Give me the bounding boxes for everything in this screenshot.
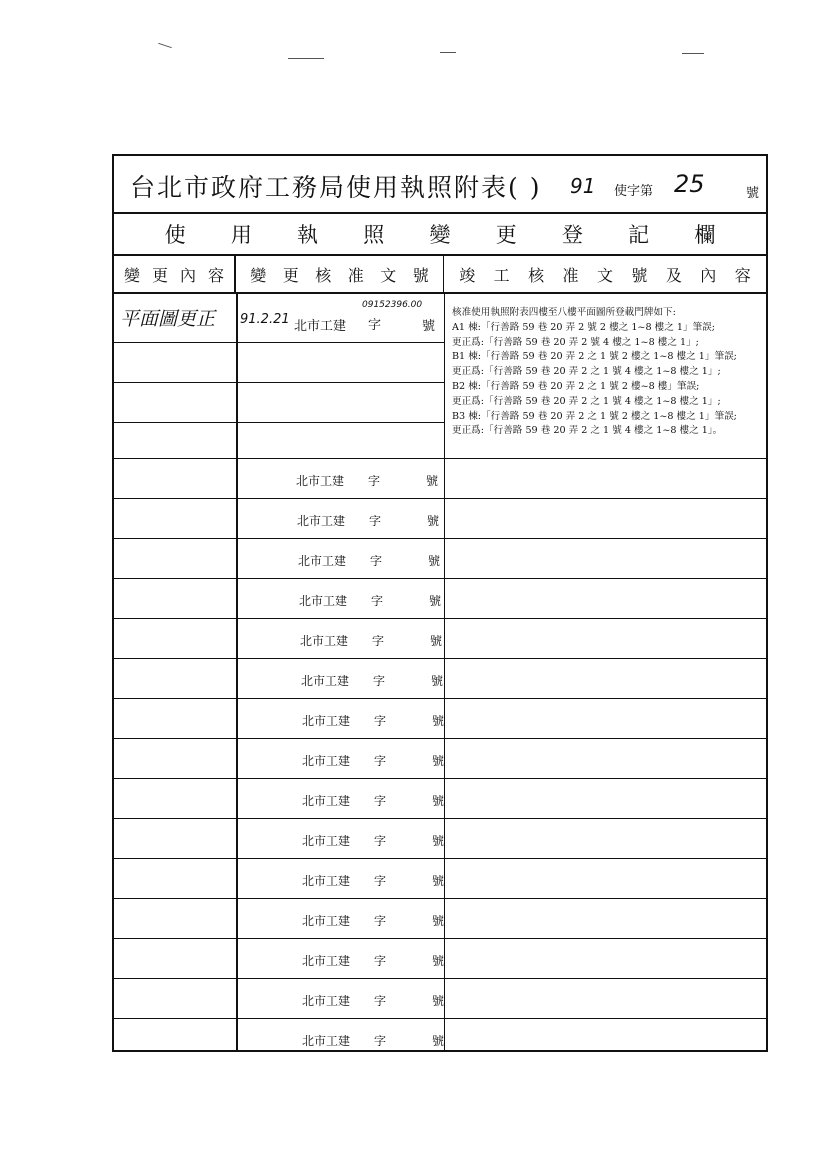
register-header-char: 使: [164, 223, 186, 247]
blank-row-hao: 號: [429, 594, 442, 608]
detail-line: 更正爲:「行善路 59 巷 20 弄 2 號 4 樓之 1~8 樓之 1」;: [452, 336, 699, 348]
header-char: 核: [315, 265, 332, 285]
header-char: 及: [665, 265, 682, 285]
detail-line: 更正爲:「行善路 59 巷 20 弄 2 之 1 號 4 樓之 1~8 樓之 1」。: [452, 425, 723, 437]
blank-row-ref: [296, 472, 439, 489]
register-header: [114, 214, 766, 256]
permit-annex-table: [112, 154, 768, 1052]
row-divider: [114, 458, 766, 459]
blank-row-ref: [297, 512, 440, 529]
title-row: [114, 156, 766, 214]
blank-row-zi: 字: [368, 474, 381, 488]
blank-row-zi: 字: [374, 834, 387, 848]
use-char-label: 使字第: [614, 184, 654, 199]
header-char: 容: [734, 265, 751, 285]
blank-row-hao: 號: [426, 474, 439, 488]
scan-mark: [158, 43, 172, 48]
approval-dept: 北市工建: [294, 319, 347, 334]
row-divider: [114, 658, 766, 659]
zi-label: 字: [368, 318, 382, 333]
blank-row-ref: [302, 952, 445, 969]
blank-row-hao: 號: [432, 754, 445, 768]
column-divider: [444, 294, 445, 1050]
blank-row-dept: 北市工建: [302, 834, 351, 848]
row-divider: [114, 778, 766, 779]
approval-ref-number: 09152396.00: [362, 300, 423, 310]
row-divider: [114, 342, 444, 343]
row-divider: [114, 422, 444, 423]
row-divider: [114, 618, 766, 619]
blank-row-zi: 字: [374, 754, 387, 768]
blank-row-zi: 字: [374, 914, 387, 928]
header-char: 內: [179, 265, 196, 285]
header-char: 變: [250, 265, 267, 285]
register-header-char: 記: [628, 223, 650, 247]
blank-row-dept: 北市工建: [297, 514, 346, 528]
scan-mark: [288, 58, 324, 59]
blank-row-hao: 號: [432, 994, 445, 1008]
header-char: 號: [631, 265, 648, 285]
blank-row-ref: [302, 752, 445, 769]
blank-row-hao: 號: [432, 714, 445, 728]
register-header-char: 變: [429, 223, 451, 247]
detail-line: B3 棟:「行善路 59 巷 20 弄 2 之 1 號 2 樓之 1~8 樓之 1」筆誤;: [452, 410, 737, 422]
blank-row-zi: 字: [374, 714, 387, 728]
register-header-char: 更: [495, 223, 517, 247]
row-divider: [114, 1018, 766, 1019]
completion-details: [452, 306, 770, 439]
blank-row-dept: 北市工建: [302, 1034, 351, 1048]
header-char: 工: [493, 265, 510, 285]
header-char: 更: [151, 265, 168, 285]
row-divider: [114, 938, 766, 939]
header-char: 容: [207, 265, 224, 285]
blank-row-ref: [302, 912, 445, 929]
blank-row-zi: 字: [374, 954, 387, 968]
blank-row-zi: 字: [374, 994, 387, 1008]
blank-row-zi: 字: [374, 1034, 387, 1048]
header-char: 變: [123, 265, 140, 285]
header-char: 准: [562, 265, 579, 285]
hao-label: 號: [746, 186, 760, 201]
blank-row-dept: 北市工建: [302, 714, 351, 728]
header-char: 文: [380, 265, 397, 285]
blank-row-ref: [301, 672, 444, 689]
hao-label: 號: [422, 319, 436, 334]
blank-row-dept: 北市工建: [301, 674, 350, 688]
blank-row-dept: 北市工建: [302, 754, 351, 768]
blank-row-hao: 號: [432, 1034, 445, 1048]
row-divider: [114, 382, 444, 383]
header-char: 竣: [459, 265, 476, 285]
register-header-char: 執: [297, 223, 319, 247]
blank-row-hao: 號: [430, 634, 443, 648]
blank-row-dept: 北市工建: [302, 914, 351, 928]
row-divider: [114, 858, 766, 859]
blank-row-hao: 號: [432, 794, 445, 808]
blank-row-dept: 北市工建: [299, 594, 348, 608]
permit-year: 91: [570, 174, 596, 198]
blank-row-zi: 字: [374, 794, 387, 808]
header-char: 准: [347, 265, 364, 285]
blank-row-zi: 字: [371, 594, 384, 608]
register-header-char: 欄: [694, 223, 716, 247]
register-header-char: 登: [561, 223, 583, 247]
row-divider: [114, 698, 766, 699]
blank-row-ref: [300, 632, 443, 649]
detail-line: 更正爲:「行善路 59 巷 20 弄 2 之 1 號 4 樓之 1~8 樓之 1」;: [452, 395, 721, 407]
blank-row-ref: [298, 552, 441, 569]
blank-row-ref: [302, 1032, 445, 1049]
blank-row-ref: [302, 992, 445, 1009]
scan-mark: [440, 52, 456, 53]
header-char: 更: [282, 265, 299, 285]
blank-row-ref: [302, 832, 445, 849]
permit-number: 25: [674, 170, 705, 198]
blank-row-ref: [299, 592, 442, 609]
blank-row-dept: 北市工建: [298, 554, 347, 568]
blank-row-hao: 號: [427, 514, 440, 528]
blank-row-hao: 號: [432, 914, 445, 928]
blank-row-ref: [302, 712, 445, 729]
detail-line: B2 棟:「行善路 59 巷 20 弄 2 之 1 號 2 樓~8 樓」筆誤;: [452, 380, 700, 392]
row-divider: [114, 538, 766, 539]
blank-row-dept: 北市工建: [296, 474, 345, 488]
blank-row-hao: 號: [428, 554, 441, 568]
approval-ref-header: [236, 256, 444, 292]
register-header-char: 照: [363, 223, 385, 247]
blank-row-dept: 北市工建: [302, 954, 351, 968]
completion-header: [444, 256, 766, 292]
column-divider: [236, 294, 238, 1050]
blank-row-zi: 字: [374, 874, 387, 888]
detail-line: 核准使用執照附表四樓至八樓平面圖所登載門牌如下:: [452, 307, 676, 318]
blank-row-zi: 字: [370, 554, 383, 568]
blank-row-dept: 北市工建: [300, 634, 349, 648]
blank-row-ref: [302, 792, 445, 809]
blank-row-dept: 北市工建: [302, 994, 351, 1008]
blank-row-dept: 北市工建: [302, 794, 351, 808]
detail-line: 更正爲:「行善路 59 巷 20 弄 2 之 1 號 4 樓之 1~8 樓之 1」;: [452, 366, 721, 378]
scan-mark: [682, 53, 704, 54]
blank-row-ref: [302, 872, 445, 889]
header-char: 號: [412, 265, 429, 285]
detail-line: B1 棟:「行善路 59 巷 20 弄 2 之 1 號 2 樓之 1~8 樓之 1」筆誤;: [452, 351, 737, 363]
blank-row-zi: 字: [373, 674, 386, 688]
row-divider: [114, 498, 766, 499]
header-char: 文: [596, 265, 613, 285]
blank-row-zi: 字: [372, 634, 385, 648]
register-header-char: 用: [230, 223, 252, 247]
row-divider: [114, 738, 766, 739]
change-content-cell: 平面圖更正: [120, 308, 216, 330]
approval-date: 91.2.21: [240, 312, 290, 327]
header-char: 核: [528, 265, 545, 285]
form-title: 台北市政府工務局使用執照附表( ): [130, 173, 542, 202]
blank-row-zi: 字: [369, 514, 382, 528]
blank-row-dept: 北市工建: [302, 874, 351, 888]
row-divider: [114, 818, 766, 819]
blank-row-hao: 號: [432, 954, 445, 968]
change-content-header: [114, 256, 236, 292]
row-divider: [114, 898, 766, 899]
column-header-row: [114, 256, 766, 294]
detail-line: A1 棟:「行善路 59 巷 20 弄 2 號 2 樓之 1~8 樓之 1」筆誤;: [452, 321, 715, 333]
blank-row-hao: 號: [432, 834, 445, 848]
blank-row-hao: 號: [432, 874, 445, 888]
blank-row-hao: 號: [431, 674, 444, 688]
row-divider: [114, 978, 766, 979]
header-char: 內: [700, 265, 717, 285]
row-divider: [114, 578, 766, 579]
